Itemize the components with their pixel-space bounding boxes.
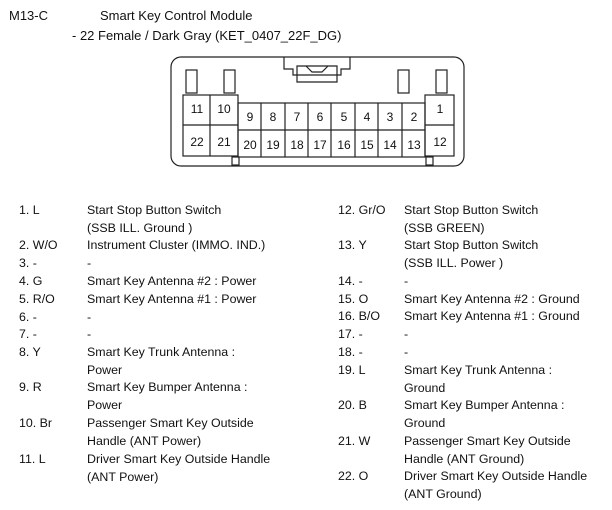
pin-description: Driver Smart Key Outside Handle (ANT Power) [87,452,271,484]
pin-id: 11. L [19,452,46,466]
pin-id: 14. - [338,274,363,288]
pin-label: 14 [383,138,397,152]
pin-description: Passenger Smart Key Outside Handle (ANT Ground) [404,434,571,466]
connector-latch-inner [297,66,337,82]
pin-description: - [404,274,409,288]
pin-label: 11 [190,102,204,116]
pin-description: - [404,345,409,359]
pin-label: 7 [293,110,301,124]
pin-description: Smart Key Antenna #2 : Ground [404,292,580,306]
pin-id: 20. B [338,398,367,412]
pin-id: 15. O [338,292,369,306]
pin-label: 18 [290,138,304,152]
pin-label: 2 [410,110,418,124]
pin-label: 16 [337,138,351,152]
pin-label: 20 [243,138,257,152]
slot-right-2 [436,70,447,93]
connector-subtitle: - 22 Female / Dark Gray (KET_0407_22F_DG) [72,28,342,43]
pin-id: 3. - [19,256,37,270]
slot-right-1 [398,70,409,93]
connector-diagram [0,0,612,200]
slot-left-1 [186,70,197,93]
pin-label: 21 [217,135,231,149]
pin-label: 3 [386,110,394,124]
pin-id: 10. Br [19,416,53,430]
pin-id: 9. R [19,380,42,394]
pin-label: 22 [190,135,204,149]
pin-id: 5. R/O [19,292,55,306]
pin-label: 17 [313,138,327,152]
pin-id: 19. L [338,363,366,377]
pin-id: 13. Y [338,238,367,252]
key-bottom-left [232,157,239,165]
pin-id: 4. G [19,274,43,288]
pin-label: 5 [340,110,348,124]
pin-id: 17. - [338,327,363,341]
pin-description: Smart Key Trunk Antenna : Power [87,345,236,377]
pin-id: 12. Gr/O [338,203,386,217]
pin-description: Passenger Smart Key Outside Handle (ANT Power) [87,416,254,448]
slot-left-2 [224,70,235,93]
pin-description: Smart Key Bumper Antenna : Ground [404,398,565,430]
pin-description: Start Stop Button Switch (SSB ILL. Ground ) [87,203,222,235]
pin-description: - [87,256,92,270]
pin-label: 6 [316,110,324,124]
pin-description: - [87,327,92,341]
pin-description: Smart Key Trunk Antenna : Ground [404,363,553,395]
connector-code: M13-C [9,8,49,23]
pin-label: 9 [246,110,254,124]
pin-id: 2. W/O [19,238,58,252]
pin-description: Smart Key Antenna #1 : Ground [404,309,580,323]
pin-description: - [87,310,92,324]
pin-description: Smart Key Bumper Antenna : Power [87,380,248,412]
pin-id: 22. O [338,469,369,483]
pin-description: Smart Key Antenna #1 : Power [87,292,257,306]
connector-title: Smart Key Control Module [100,8,253,23]
pin-label: 15 [360,138,374,152]
pin-id: 1. L [19,203,40,217]
pin-label: 8 [269,110,277,124]
pin-label: 10 [217,102,231,116]
key-bottom-right [426,157,433,165]
pin-id: 8. Y [19,345,41,359]
pin-description: Smart Key Antenna #2 : Power [87,274,257,288]
pin-label: 13 [407,138,421,152]
pin-id: 16. B/O [338,309,381,323]
pin-label: 19 [266,138,280,152]
pin-description: - [404,327,409,341]
pin-label: 4 [363,110,371,124]
pin-description: Instrument Cluster (IMMO. IND.) [87,238,266,252]
pin-description: Driver Smart Key Outside Handle (ANT Ground) [404,469,588,501]
pin-id: 18. - [338,345,363,359]
pin-id: 6. - [19,310,37,324]
pin-id: 21. W [338,434,371,448]
pin-label: 1 [436,102,444,116]
pin-description: Start Stop Button Switch (SSB GREEN) [404,203,539,235]
pin-label: 12 [433,135,447,149]
pin-id: 7. - [19,327,37,341]
pin-description: Start Stop Button Switch (SSB ILL. Power ) [404,238,539,270]
